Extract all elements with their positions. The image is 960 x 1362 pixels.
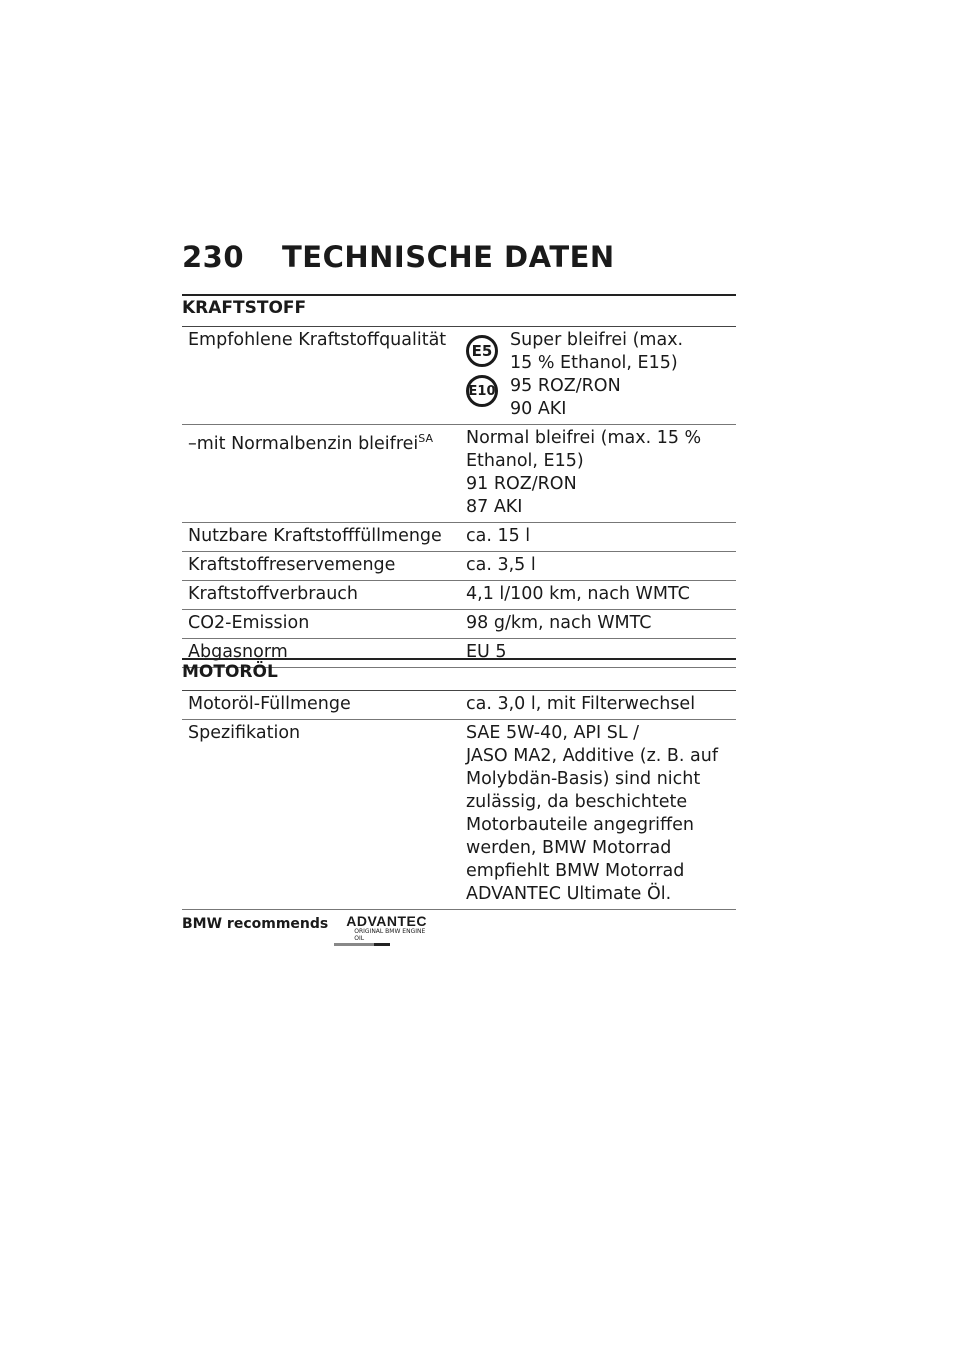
row-label: Abgasnorm [182, 639, 466, 668]
advantec-logo [334, 914, 434, 946]
footer [182, 914, 434, 946]
row-value: EU 5 [466, 639, 736, 668]
section-title: MOTORÖL [182, 660, 736, 691]
sa-superscript: SA [418, 432, 433, 445]
value-line: 95 ROZ/RON [510, 376, 621, 396]
row-label: Kraftstoffreservemenge [182, 552, 466, 581]
value-line: 91 ROZ/RON [466, 474, 577, 494]
motoroel-table [182, 691, 736, 910]
row-value: ca. 15 l [466, 523, 736, 552]
table-row [182, 327, 736, 425]
kraftstoff-table [182, 327, 736, 668]
table-row [182, 552, 736, 581]
e10-fuel-icon: E10 [466, 375, 498, 407]
row-label: Spezifikation [182, 720, 466, 910]
value-line: ADVANTEC Ultimate Öl. [466, 884, 672, 904]
row-label: Empfohlene Kraftstoffqualität [182, 327, 466, 425]
table-row [182, 425, 736, 523]
table-row [182, 581, 736, 610]
value-line: Normal bleifrei (max. 15 % [466, 428, 702, 448]
logo-brand: ADVANTEC [346, 913, 427, 929]
value-line: zulässig, da beschichtete [466, 792, 688, 812]
row-label: –mit Normalbenzin bleifrei [188, 433, 419, 454]
value-line: SAE 5W-40, API SL / [466, 723, 640, 743]
value-line: werden, BMW Motorrad [466, 838, 672, 858]
value-line: Motorbauteile angegriffen [466, 815, 694, 835]
page-title: TECHNISCHE DATEN [282, 240, 615, 274]
value-line: empfiehlt BMW Motorrad [466, 861, 685, 881]
value-line: 15 % Ethanol, E15) [510, 353, 678, 373]
row-label: Nutzbare Kraftstofffüllmenge [182, 523, 466, 552]
value-line: 90 AKI [510, 399, 567, 419]
row-label: Kraftstoffverbrauch [182, 581, 466, 610]
table-row [182, 720, 736, 910]
row-label: Motoröl-Füllmenge [182, 691, 466, 720]
value-line: Ethanol, E15) [466, 451, 584, 471]
table-row [182, 691, 736, 720]
e5-fuel-icon: E5 [466, 335, 498, 367]
value-line: 87 AKI [466, 497, 523, 517]
row-label: CO2-Emission [182, 610, 466, 639]
section-kraftstoff [182, 294, 736, 668]
table-row [182, 610, 736, 639]
row-value: 98 g/km, nach WMTC [466, 610, 736, 639]
row-value: ca. 3,0 l, mit Filterwechsel [466, 691, 736, 720]
value-line: Super bleifrei (max. [510, 330, 684, 350]
page-header [182, 240, 615, 274]
table-row [182, 523, 736, 552]
section-motoroel [182, 658, 736, 910]
page-number: 230 [182, 240, 245, 274]
row-value: ca. 3,5 l [466, 552, 736, 581]
logo-bar [334, 943, 434, 946]
value-line: JASO MA2, Additive (z. B. auf [466, 746, 718, 766]
row-value: 4,1 l/100 km, nach WMTC [466, 581, 736, 610]
bmw-recommends-text: BMW recommends [182, 916, 329, 932]
logo-subtitle: ORIGINAL BMW ENGINE OIL [354, 928, 426, 942]
value-line: Molybdän-Basis) sind nicht [466, 769, 701, 789]
section-title: KRAFTSTOFF [182, 296, 736, 327]
